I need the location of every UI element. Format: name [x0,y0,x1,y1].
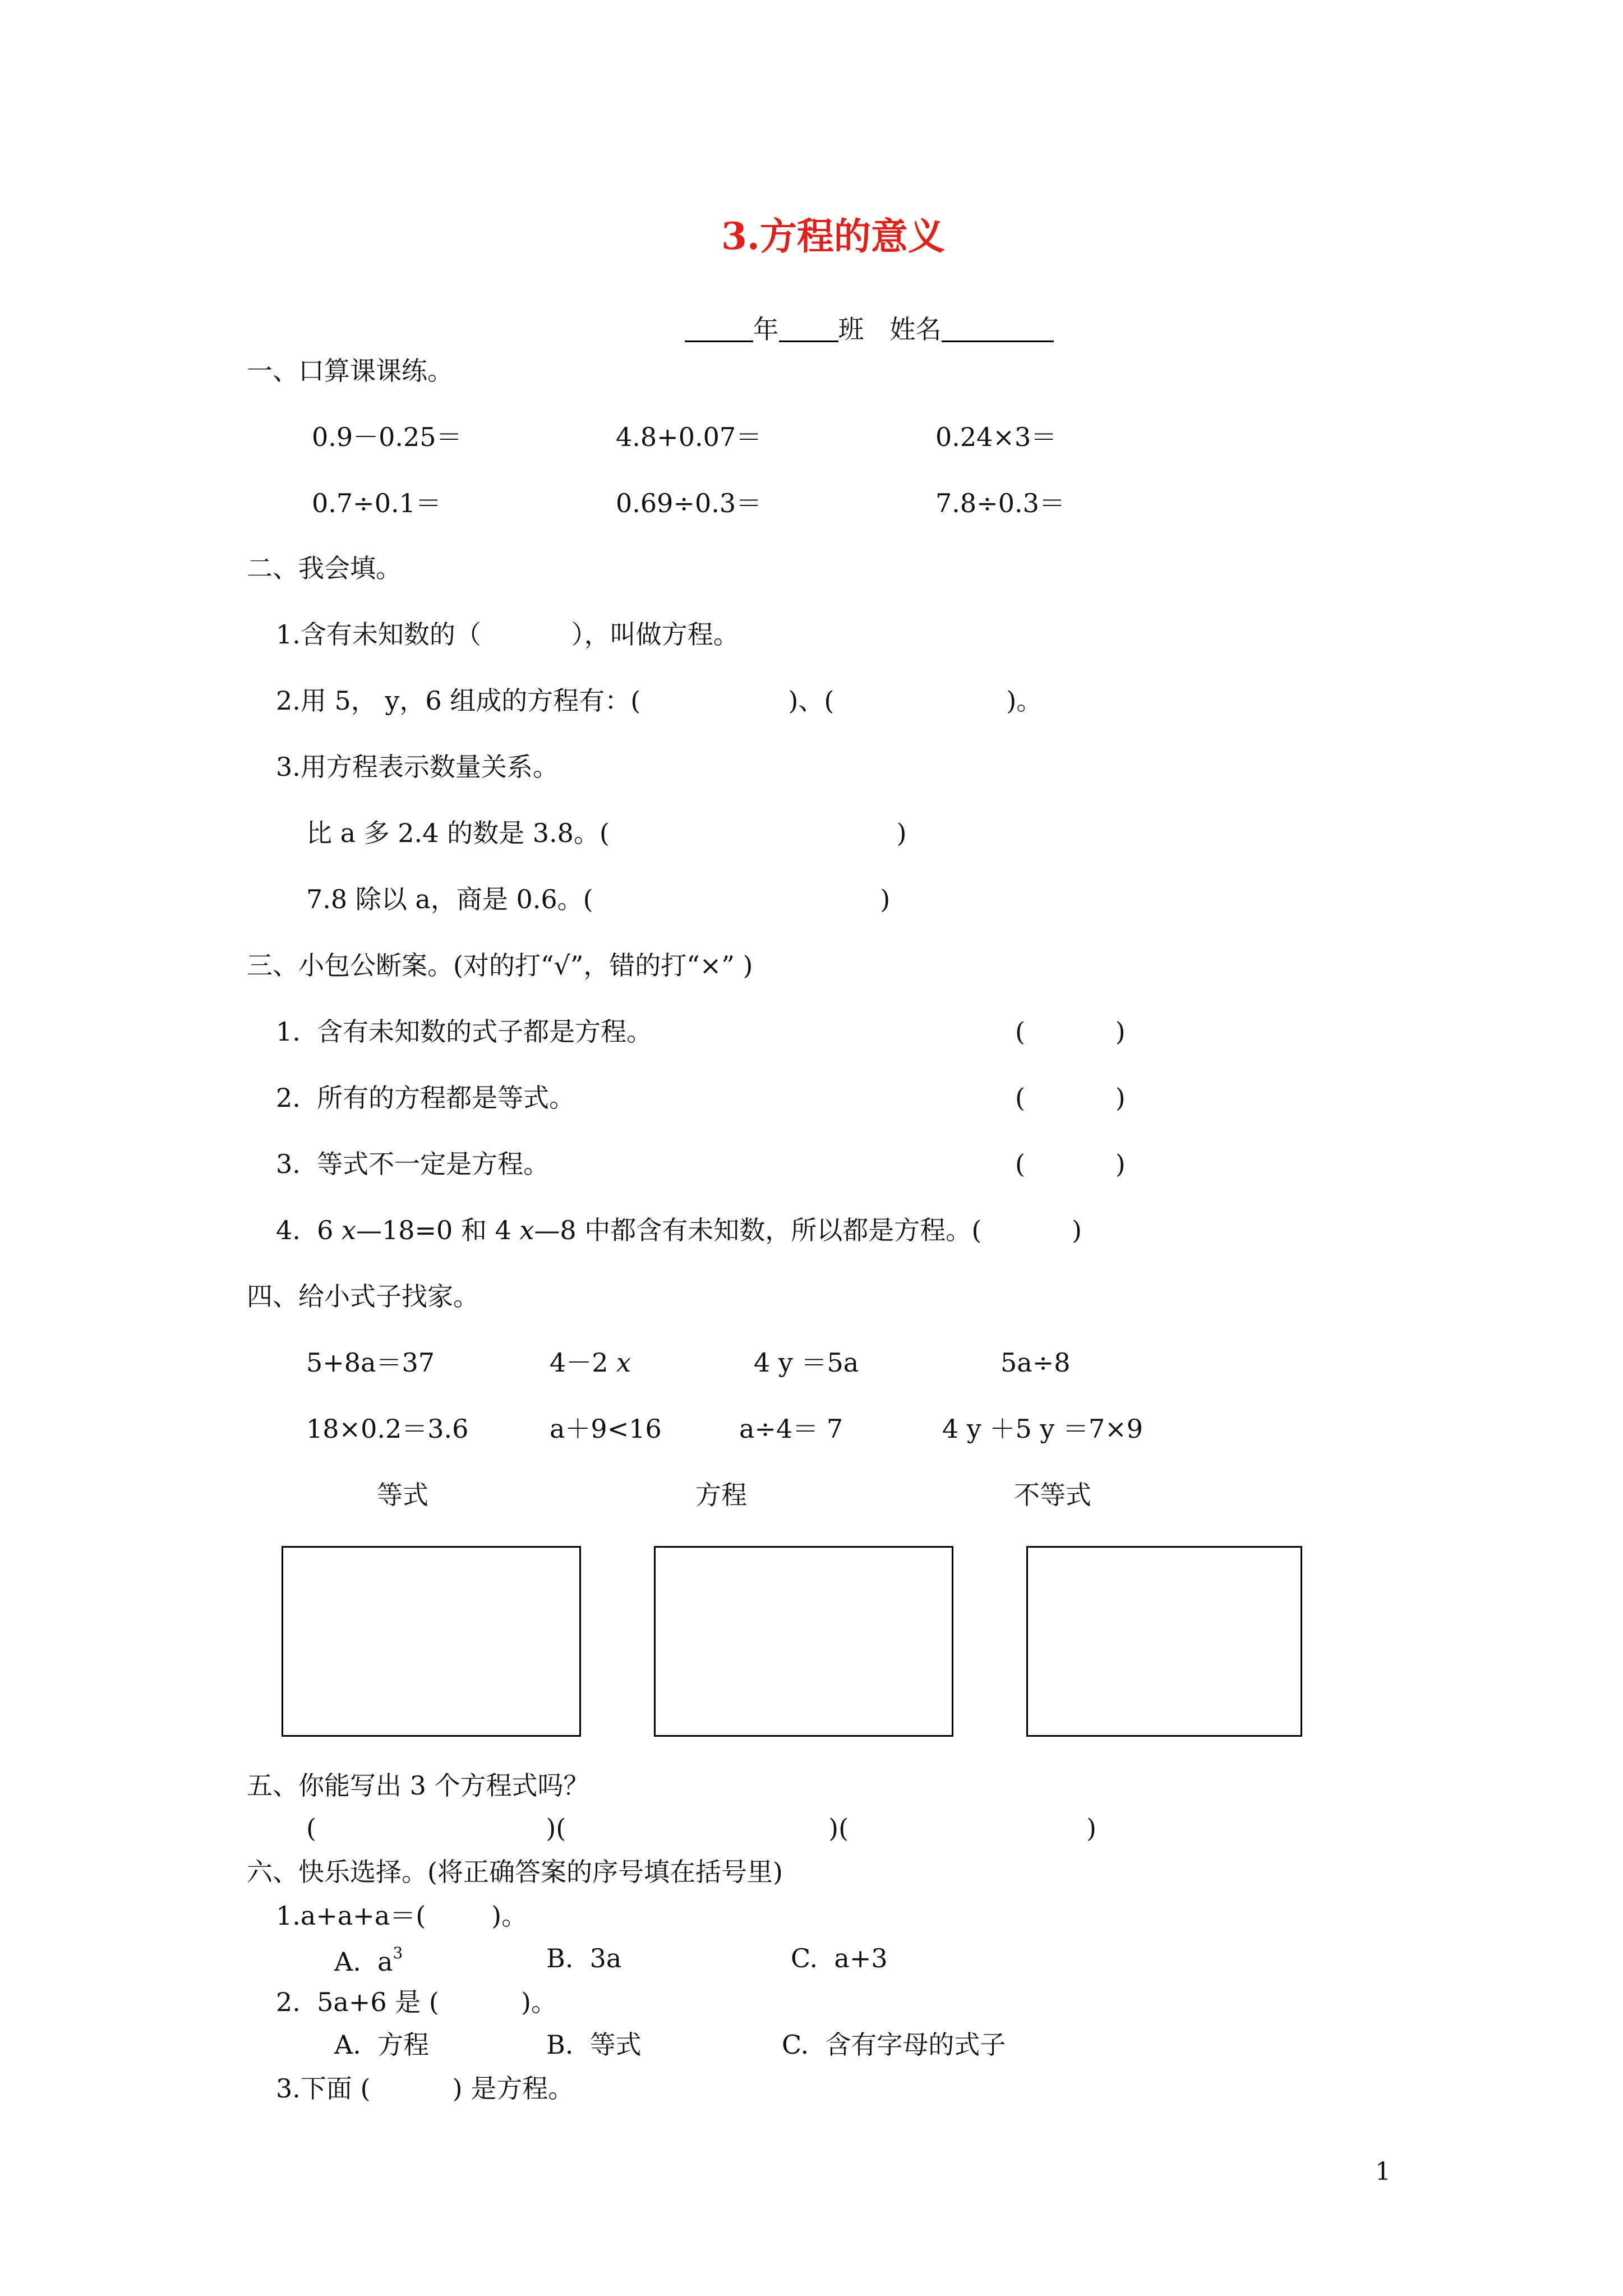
class-blank[interactable] [779,317,838,342]
box-label-inequality: 不等式 [1014,1480,1091,1510]
choice-question-3: 3.下面 ( ) 是方程。 [276,2073,574,2104]
expression: a÷4＝ 7 [739,1414,843,1444]
expression: 5+8a＝37 [306,1347,435,1378]
expression: 18×0.2＝3.6 [306,1414,469,1444]
variable-x: x [519,1215,534,1245]
fill-question-3a: 比 a 多 2.4 的数是 3.8。( ) [306,818,907,848]
fill-question-3: 3.用方程表示数量关系。 [276,752,559,782]
exponent: 3 [393,1944,403,1962]
judge-item-4-part: —18=0 和 4 [356,1215,520,1245]
expression: a＋9<16 [550,1414,662,1444]
judge-item-4 [276,1217,1082,1243]
expression: 4 y ＝5a [754,1347,859,1378]
judge-item-4-part: —8 中都含有未知数，所以都是方程。 [534,1215,972,1245]
page-number: 1 [1375,2157,1391,2186]
expression: 4 y ＋5 y ＝7×9 [942,1414,1144,1444]
mental-math-item: 7.8÷0.3＝ [935,488,1065,518]
inequality-box[interactable] [1026,1546,1302,1737]
mental-math-item: 0.9－0.25＝ [312,422,462,452]
answer-paren[interactable]: ( ) [1015,1149,1126,1179]
year-blank[interactable] [685,317,753,342]
mental-math-item: 0.24×3＝ [935,422,1057,452]
name-label: 姓名 [889,314,942,344]
expression [550,1347,631,1378]
year-label: 年 [753,314,779,344]
section-4-heading: 四、给小式子找家。 [247,1281,479,1312]
box-label-equation: 方程 [695,1480,747,1510]
choice-question-2: 2. 5a+6 是 ( )。 [276,1987,557,2017]
answer-paren[interactable]: ( ) [1015,1083,1126,1113]
variable-x: x [616,1347,631,1378]
choice-option[interactable]: A. 方程 [334,2030,430,2060]
choice-option-text: A. a [334,1947,393,1977]
fill-question-1: 1.含有未知数的（ ），叫做方程。 [276,619,739,650]
mental-math-item: 0.7÷0.1＝ [312,488,441,518]
judge-item: 3. 等式不一定是方程。 [276,1149,550,1179]
section-3-heading: 三、小包公断案。(对的打“√”，错的打“×” ) [247,950,753,981]
section-1-heading: 一、口算课课练。 [247,356,453,386]
student-info-line [652,291,1054,368]
answer-paren[interactable]: ( ) [971,1215,1082,1245]
judge-item: 2. 所有的方程都是等式。 [276,1083,575,1113]
name-blank[interactable] [942,317,1054,342]
section-6-heading: 六、快乐选择。(将正确答案的序号填在括号里) [247,1857,783,1887]
choice-option[interactable]: B. 等式 [546,2030,642,2060]
variable-x: x [342,1215,356,1245]
answer-paren[interactable]: ( ) [1015,1016,1126,1047]
fill-question-3b: 7.8 除以 a，商是 0.6。( ) [306,884,891,914]
choice-option[interactable]: C. 含有字母的式子 [782,2030,1006,2060]
equation-box[interactable] [654,1546,953,1737]
choice-option[interactable]: C. a+3 [791,1943,888,1973]
expression-part: 4－2 [550,1347,617,1378]
fill-question-2: 2.用 5， y，6 组成的方程有：( )、( )。 [276,685,1043,716]
section-5-heading: 五、你能写出 3 个方程式吗？ [247,1770,589,1801]
mental-math-item: 4.8+0.07＝ [616,422,762,452]
judge-item-4-part: 4. 6 [276,1215,342,1245]
equality-box[interactable] [282,1546,581,1737]
class-label: 班 [838,314,864,344]
choice-option[interactable]: B. 3a [546,1943,622,1973]
judge-item: 1. 含有未知数的式子都是方程。 [276,1016,653,1047]
box-label-equality: 等式 [377,1480,428,1510]
expression: 5a÷8 [1000,1347,1071,1378]
section-2-heading: 二、我会填。 [247,553,402,583]
mental-math-item: 0.69÷0.3＝ [616,488,762,518]
page-title: 3.方程的意义 [721,214,945,258]
choice-option[interactable] [334,1945,403,1975]
choice-question-1: 1.a+a+a＝( )。 [276,1901,528,1931]
equation-answer-line[interactable]: ( )( )( ) [306,1813,1097,1843]
